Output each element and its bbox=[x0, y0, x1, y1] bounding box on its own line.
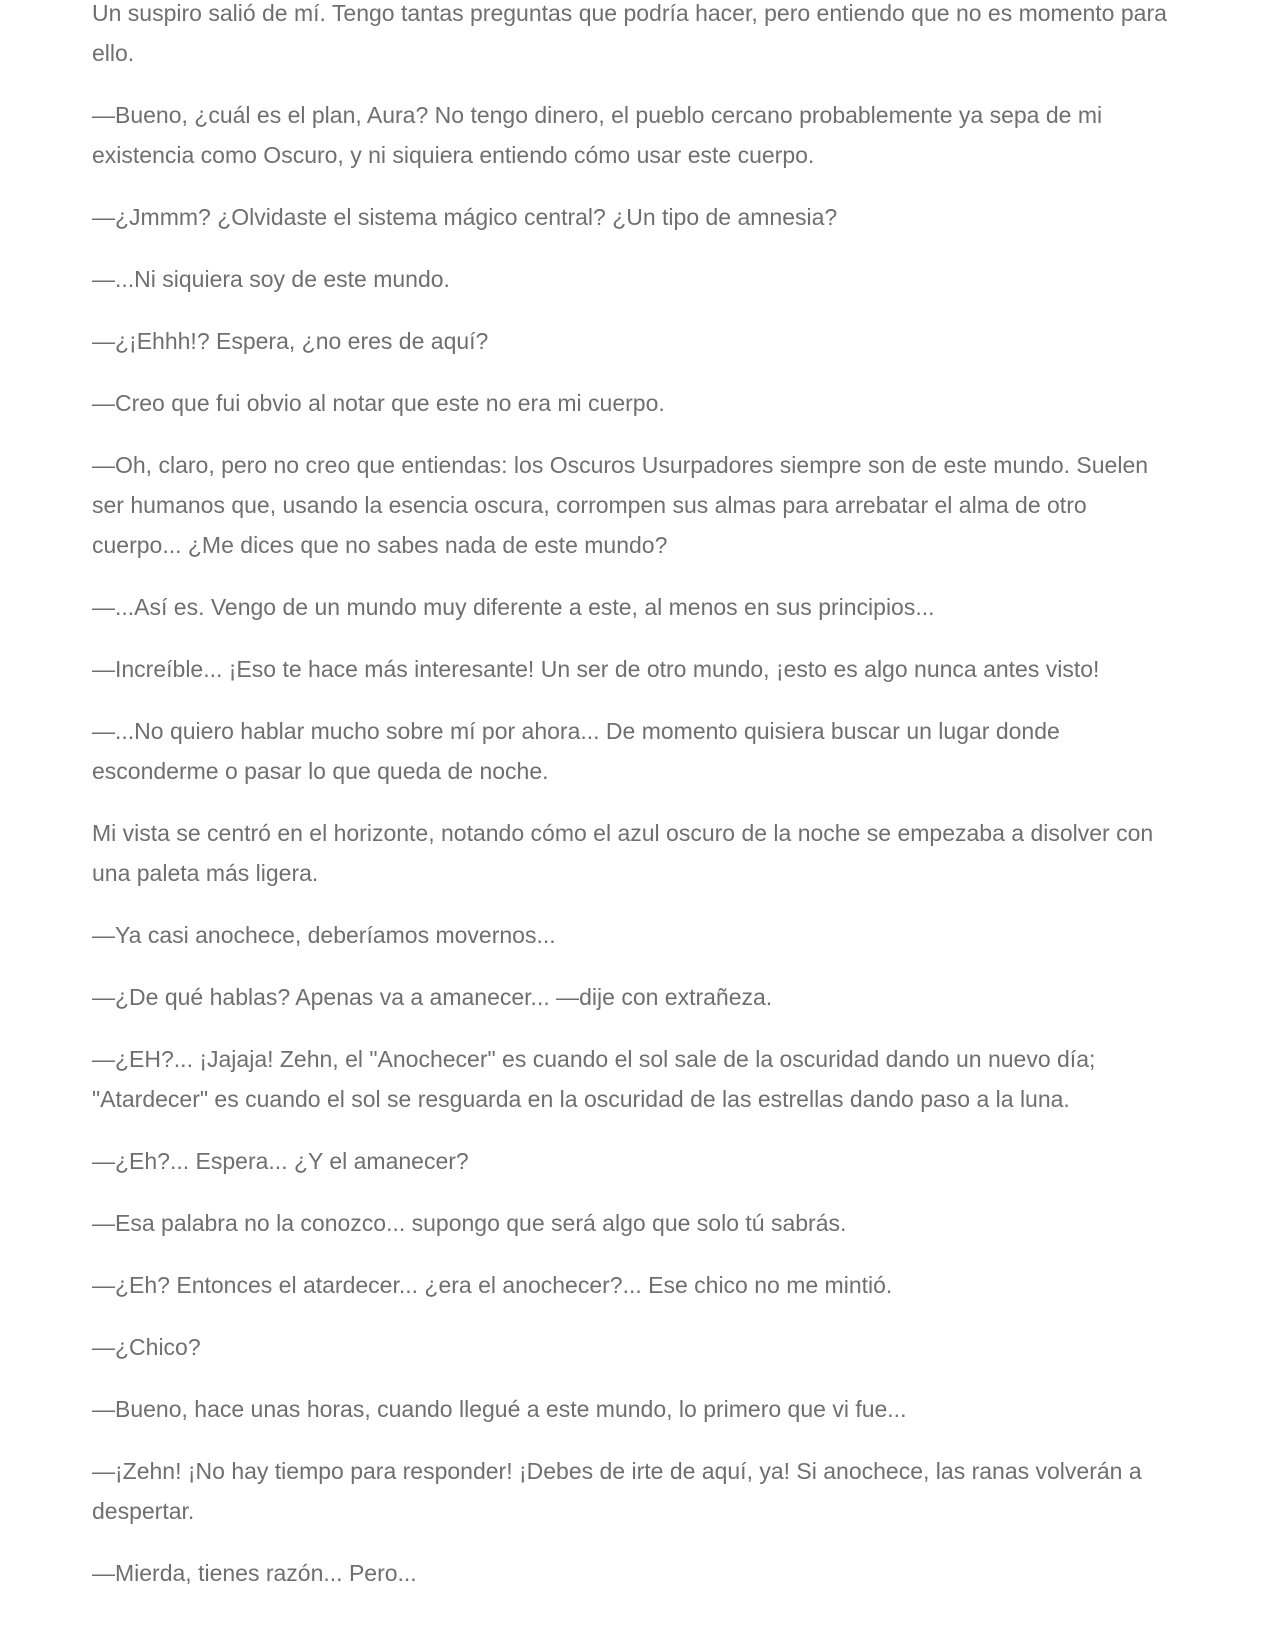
paragraph: —Ya casi anochece, deberíamos movernos... bbox=[92, 922, 556, 948]
paragraph: —Increíble... ¡Eso te hace más interesante! Un ser de otro mundo, ¡esto es algo nunca antes visto! bbox=[92, 656, 1100, 682]
paragraph: —Bueno, hace unas horas, cuando llegué a este mundo, lo primero que vi fue... bbox=[92, 1396, 907, 1422]
paragraph: —¿De qué hablas? Apenas va a amanecer... —dije con extrañeza. bbox=[92, 984, 773, 1010]
paragraph: —Bueno, ¿cuál es el plan, Aura? No tengo dinero, el pueblo cercano probablemente ya sepa de mi existencia como Oscuro, y ni siquiera entiendo cómo usar este cuerpo. bbox=[92, 102, 1103, 168]
paragraph: —¿Eh? Entonces el atardecer... ¿era el anochecer?... Ese chico no me mintió. bbox=[92, 1272, 893, 1298]
paragraph: Un suspiro salió de mí. Tengo tantas preguntas que podría hacer, pero entiendo que no es momento para ello. bbox=[92, 0, 1167, 66]
paragraph: —Esa palabra no la conozco... supongo que será algo que solo tú sabrás. bbox=[92, 1210, 847, 1236]
paragraph: —¿Jmmm? ¿Olvidaste el sistema mágico central? ¿Un tipo de amnesia? bbox=[92, 204, 838, 230]
paragraph: —¿¡Ehhh!? Espera, ¿no eres de aquí? bbox=[92, 328, 489, 354]
paragraph: —...Ni siquiera soy de este mundo. bbox=[92, 266, 450, 292]
paragraph: —Oh, claro, pero no creo que entiendas: los Oscuros Usurpadores siempre son de este mundo. Suelen ser humanos que, usando la esencia oscura, corrompen sus almas para arrebatar el alma de otro cuerpo... ¿Me dices que no sabes nada de este mundo? bbox=[92, 452, 1149, 558]
paragraph: —¿Chico? bbox=[92, 1334, 201, 1360]
paragraph: —Creo que fui obvio al notar que este no era mi cuerpo. bbox=[92, 390, 665, 416]
paragraph: Mi vista se centró en el horizonte, notando cómo el azul oscuro de la noche se empezaba a disolver con una paleta más ligera. bbox=[92, 820, 1154, 886]
paragraph: —...Así es. Vengo de un mundo muy diferente a este, al menos en sus principios... bbox=[92, 594, 935, 620]
paragraph: —...No quiero hablar mucho sobre mí por ahora... De momento quisiera buscar un lugar donde esconderme o pasar lo que queda de noche. bbox=[92, 718, 1060, 784]
paragraph: —¿Eh?... Espera... ¿Y el amanecer? bbox=[92, 1148, 469, 1174]
paragraph: —¡Zehn! ¡No hay tiempo para responder! ¡Debes de irte de aquí, ya! Si anochece, las ranas volverán a despertar. bbox=[92, 1458, 1142, 1524]
document-page bbox=[92, 0, 1172, 1615]
paragraph: —¿EH?... ¡Jajaja! Zehn, el "Anochecer" es cuando el sol sale de la oscuridad dando un nuevo día; "Atardecer" es cuando el sol se resguarda en la oscuridad de las estrellas dando paso a la luna. bbox=[92, 1046, 1096, 1112]
paragraph: —Mierda, tienes razón... Pero... bbox=[92, 1560, 417, 1586]
